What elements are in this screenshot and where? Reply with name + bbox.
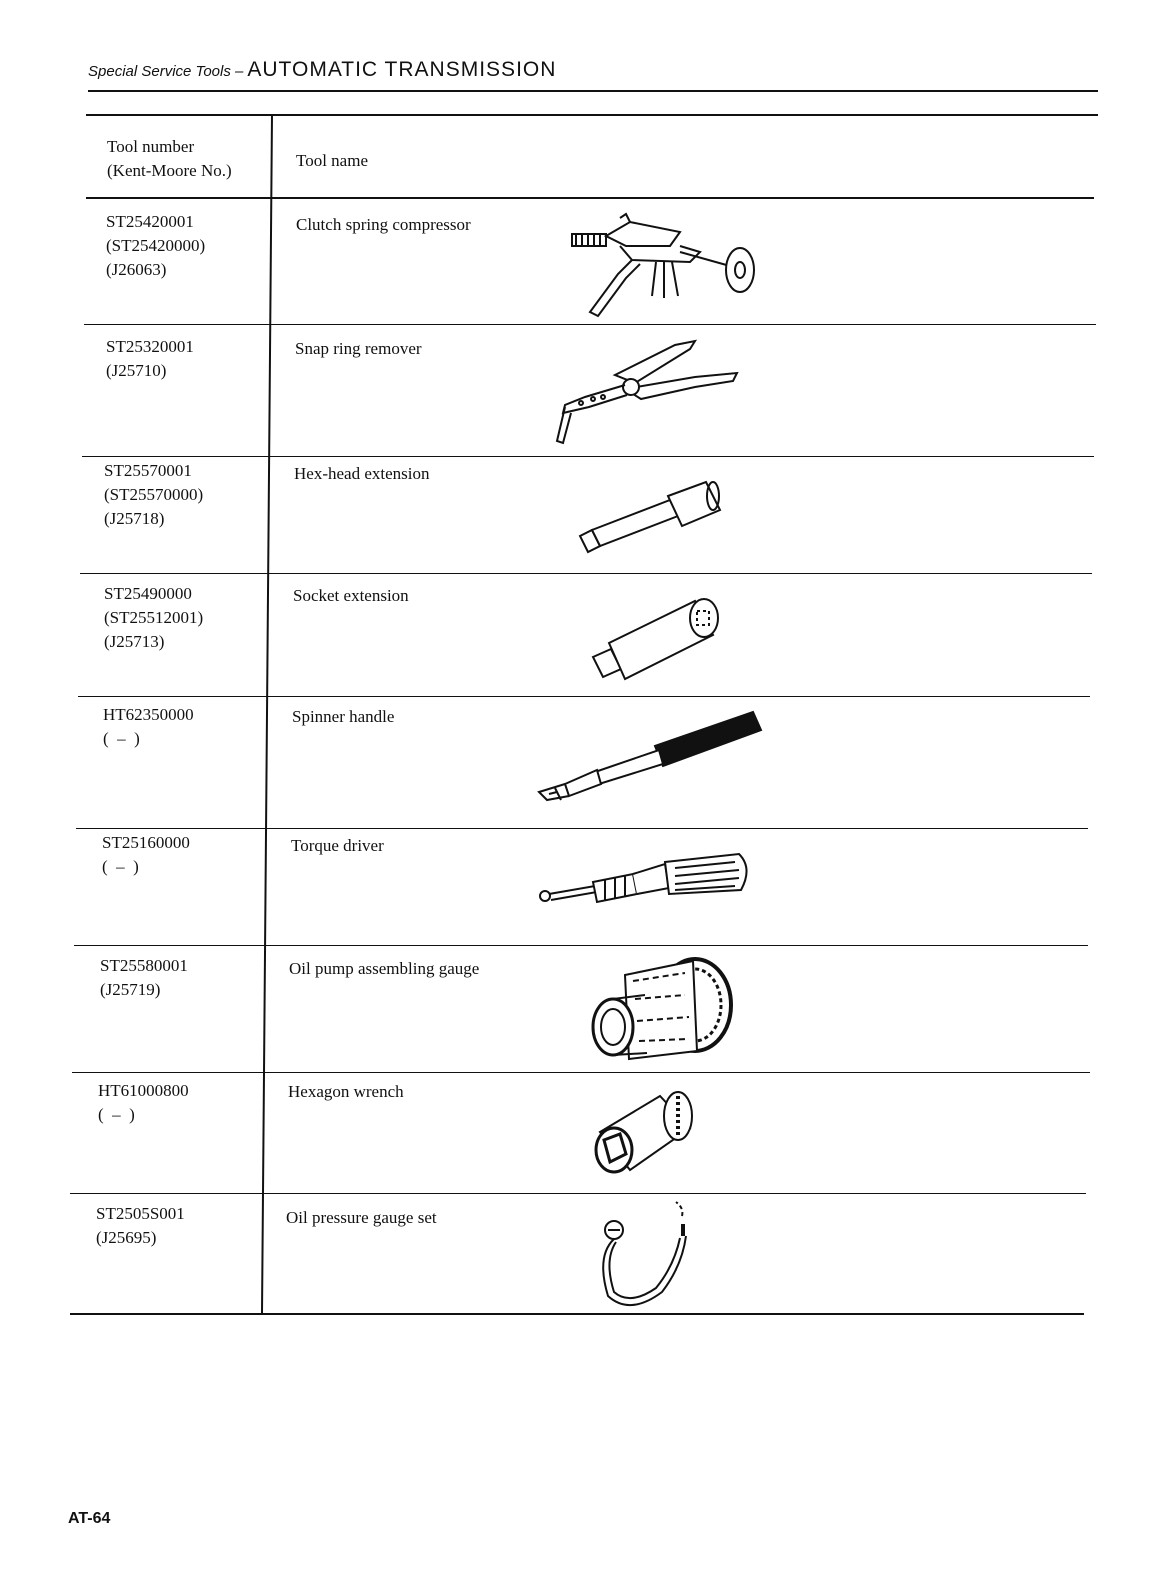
oil-pressure-gauge-icon <box>590 1196 700 1314</box>
section-label: Special Service Tools – <box>88 63 244 80</box>
spinner-handle-icon <box>535 708 765 803</box>
tool-number-cell: ST25160000 ( – ) <box>102 833 190 876</box>
tool-number-cell: ST2505S001 (J25695) <box>96 1204 185 1247</box>
tool-number-cell: ST25570001 (ST25570000) (J25718) <box>104 461 204 528</box>
tool-number-cell: HT61000800 ( – ) <box>98 1081 189 1124</box>
tool-number-header-line1: Tool number <box>107 137 195 156</box>
hex-head-extension-icon <box>570 478 730 558</box>
oil-pump-gauge-icon <box>585 955 745 1065</box>
tool-number-cell: HT62350000 ( – ) <box>103 705 194 748</box>
tool-number-cell: ST25320001 (J25710) <box>106 337 194 380</box>
tool-number-header-line2: (Kent-Moore No.) <box>107 161 232 180</box>
tool-name-cell: Oil pressure gauge set <box>286 1208 437 1227</box>
tool-name-cell: Oil pump assembling gauge <box>289 959 480 978</box>
clutch-spring-compressor-icon <box>560 212 780 322</box>
tool-number-cell: ST25490000 (ST25512001) (J25713) <box>104 584 204 651</box>
tool-name-cell: Socket extension <box>293 586 409 605</box>
torque-driver-icon <box>535 850 755 910</box>
hexagon-wrench-icon <box>590 1088 710 1178</box>
tool-name-cell: Snap ring remover <box>295 339 422 358</box>
tool-name-cell: Hexagon wrench <box>288 1082 404 1101</box>
tool-name-cell: Hex-head extension <box>294 464 430 483</box>
page-title: AUTOMATIC TRANSMISSION <box>247 58 557 81</box>
tool-name-cell: Torque driver <box>291 836 384 855</box>
tool-name-header: Tool name <box>296 151 368 170</box>
tool-number-cell: ST25420001 (ST25420000) (J26063) <box>106 212 206 279</box>
tool-name-cell: Clutch spring compressor <box>296 215 471 234</box>
socket-extension-icon <box>585 595 735 690</box>
tool-name-cell: Spinner handle <box>292 707 395 726</box>
page-number: AT-64 <box>68 1510 111 1527</box>
tool-number-cell: ST25580001 (J25719) <box>100 956 188 999</box>
snap-ring-remover-icon <box>545 335 745 450</box>
